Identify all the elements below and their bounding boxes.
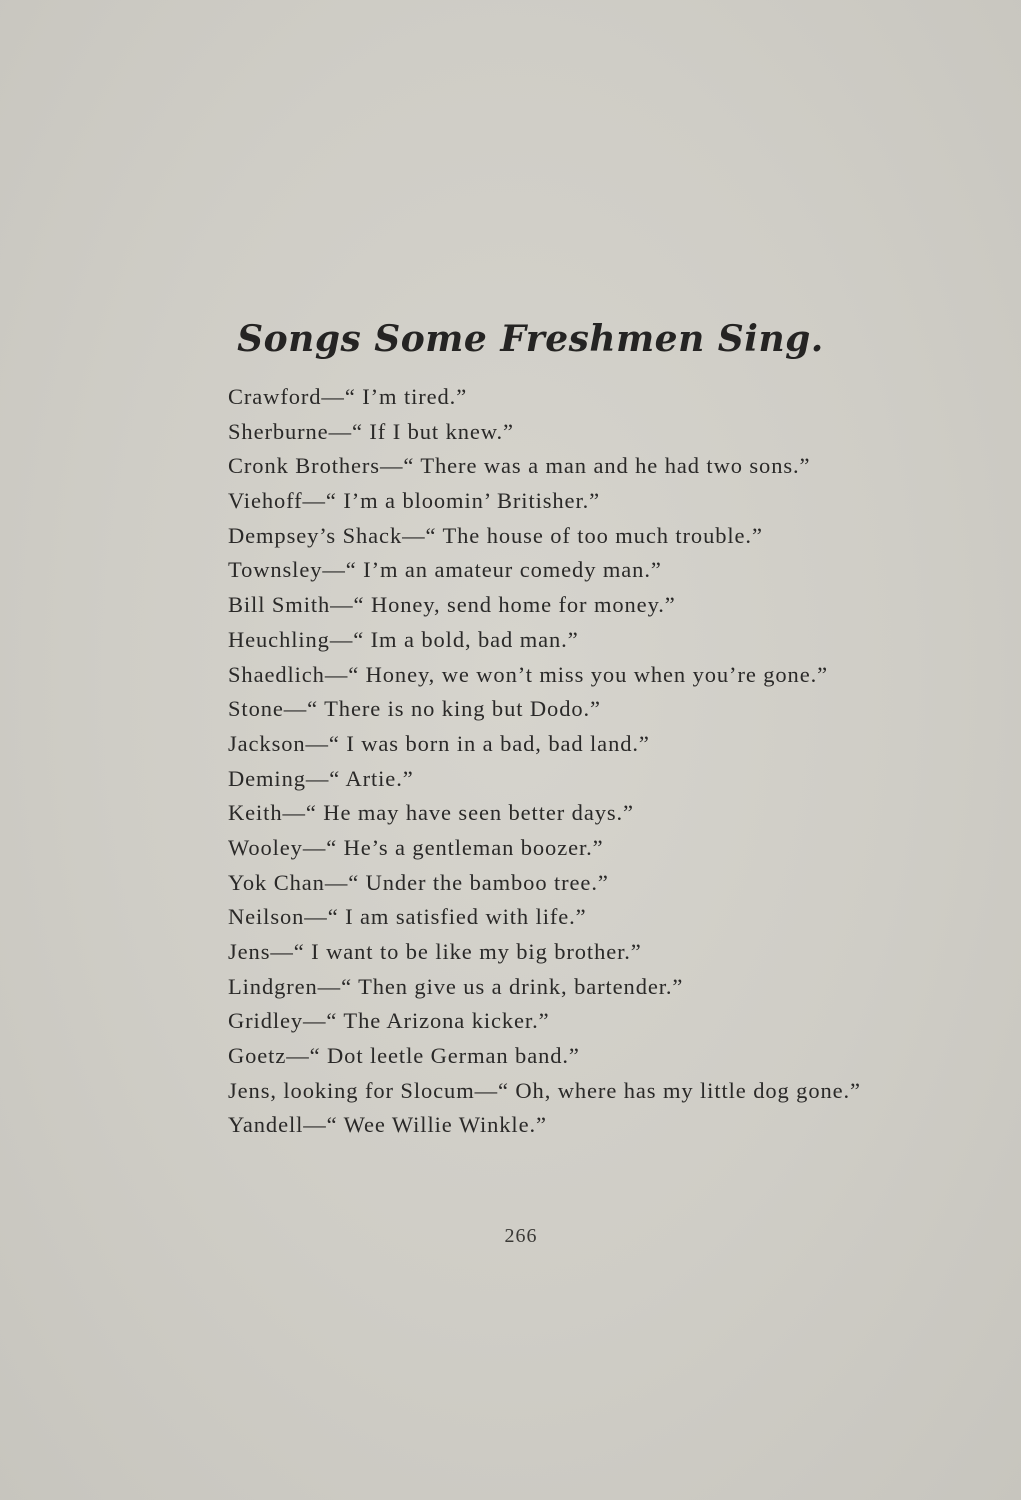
list-item: Yok Chan—“ Under the bamboo tree.” (228, 869, 609, 895)
list-item: Jens, looking for Slocum—“ Oh, where has my little dog gone.” (228, 1077, 861, 1103)
list-item: Jens—“ I want to be like my big brother.” (228, 939, 642, 964)
list-item: Keith—“ He may have seen better days.” (228, 800, 634, 826)
list-item: Lindgren—“ Then give us a drink, bartender.” (228, 973, 684, 999)
list-item: Deming—“ Artie.” (228, 765, 414, 791)
page-title: Songs Some Freshmen Sing. (237, 318, 824, 360)
list-item: Heuchling—“ Im a bold, bad man.” (228, 626, 579, 652)
list-item: Sherburne—“ If I but knew.” (228, 418, 514, 444)
list-item: Jackson—“ I was born in a bad, bad land.” (228, 730, 650, 756)
list-item: Gridley—“ The Arizona kicker.” (228, 1008, 550, 1034)
song-list (228, 380, 948, 1143)
list-item: Dempsey’s Shack—“ The house of too much trouble.” (228, 522, 763, 548)
list-item: Viehoff—“ I’m a bloomin’ Britisher.” (228, 488, 601, 514)
list-item: Crawford—“ I’m tired.” (228, 384, 468, 409)
list-item: Bill Smith—“ Honey, send home for money.” (228, 592, 676, 618)
list-item: Stone—“ There is no king but Dodo.” (228, 696, 601, 722)
list-item: Yandell—“ Wee Willie Winkle.” (228, 1112, 547, 1138)
list-item: Wooley—“ He’s a gentleman boozer.” (228, 834, 604, 860)
list-item: Townsley—“ I’m an amateur comedy man.” (228, 557, 662, 583)
page-number: 266 (504, 1225, 538, 1247)
list-item: Shaedlich—“ Honey, we won’t miss you when you’re gone.” (228, 661, 829, 687)
list-item: Cronk Brothers—“ There was a man and he had two sons.” (228, 453, 811, 479)
list-item: Neilson—“ I am satisfied with life.” (228, 904, 587, 930)
list-item: Goetz—“ Dot leetle German band.” (228, 1043, 580, 1069)
